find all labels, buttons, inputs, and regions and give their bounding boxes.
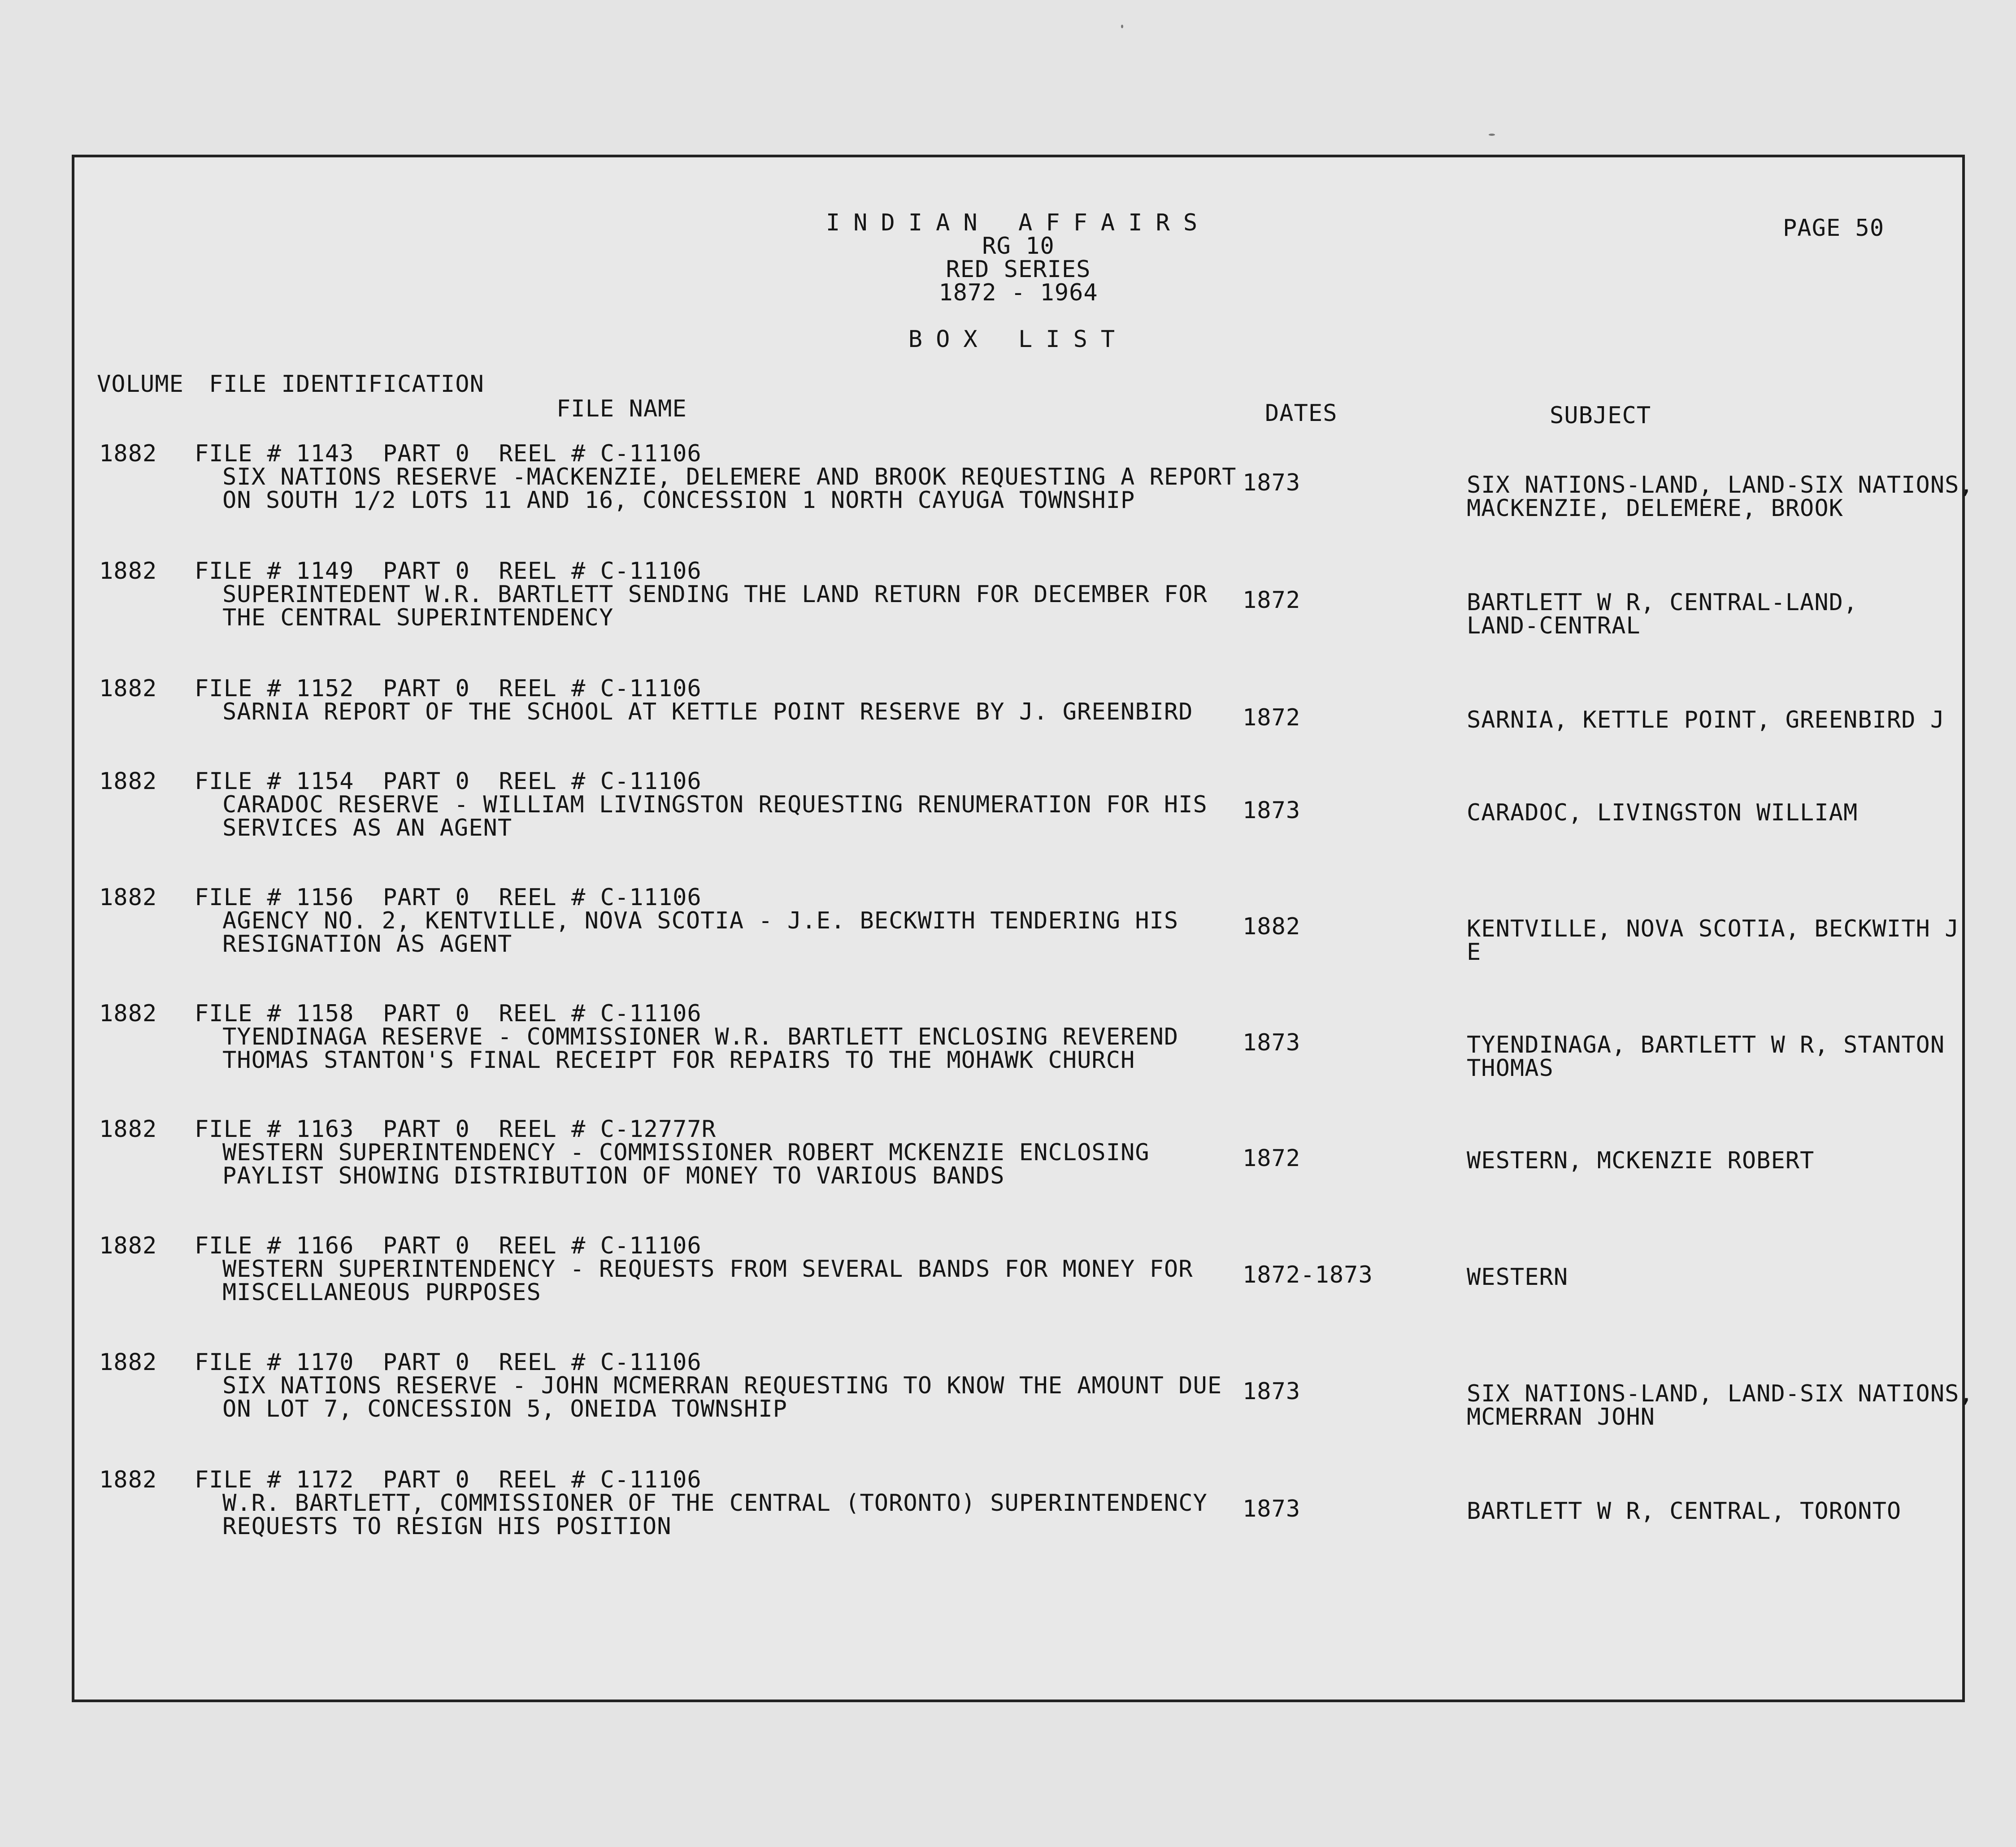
entry-subject-line: SIX NATIONS-LAND, LAND-SIX NATIONS, — [1467, 1380, 1974, 1407]
entry-file-name-line: AGENCY NO. 2, KENTVILLE, NOVA SCOTIA - J.E. BECKWITH TENDERING HIS — [222, 907, 1179, 934]
entry-dates: 1882 — [1243, 913, 1301, 940]
series-name: RED SERIES — [946, 256, 1091, 283]
volume-column-header: VOLUME — [97, 371, 184, 398]
box-list-entry — [74, 886, 1962, 976]
box-list-entry — [74, 1234, 1962, 1324]
entry-file-name-line: RESIGNATION AS AGENT — [222, 931, 513, 958]
entry-volume: 1882 — [99, 884, 157, 911]
entry-file-name-line: WESTERN SUPERINTENDENCY - COMMISSIONER ROBERT MCKENZIE ENCLOSING — [222, 1139, 1150, 1166]
entry-volume: 1882 — [99, 1000, 157, 1027]
entry-file-identification: FILE # 1149 PART 0 REEL # C-11106 — [195, 558, 702, 585]
entry-volume: 1882 — [99, 1466, 157, 1493]
entry-file-name-line: REQUESTS TO RESIGN HIS POSITION — [222, 1513, 672, 1540]
entry-file-identification: FILE # 1152 PART 0 REEL # C-11106 — [195, 675, 702, 702]
entry-file-identification: FILE # 1154 PART 0 REEL # C-11106 — [195, 768, 702, 795]
entry-dates: 1872-1873 — [1243, 1262, 1373, 1288]
entry-dates: 1872 — [1243, 1145, 1301, 1172]
entry-subject-line: KENTVILLE, NOVA SCOTIA, BECKWITH J — [1467, 915, 1960, 942]
box-list-entry — [74, 1118, 1962, 1207]
entry-file-identification: FILE # 1166 PART 0 REEL # C-11106 — [195, 1232, 702, 1259]
entry-subject-line: SARNIA, KETTLE POINT, GREENBIRD J — [1467, 707, 1945, 733]
file-identification-column-header: FILE IDENTIFICATION — [209, 371, 484, 398]
entry-file-name-line: ON LOT 7, CONCESSION 5, ONEIDA TOWNSHIP — [222, 1396, 787, 1422]
entry-subject-line: MACKENZIE, DELEMERE, BROOK — [1467, 495, 1843, 522]
entry-subject-line: LAND-CENTRAL — [1467, 612, 1641, 639]
box-list-entry — [74, 440, 1974, 532]
file-name-column-header: FILE NAME — [556, 395, 687, 422]
document-frame — [72, 155, 1974, 1702]
entry-file-name-line: SIX NATIONS RESERVE - JOHN MCMERRAN REQUESTING TO KNOW THE AMOUNT DUE — [222, 1372, 1222, 1399]
document-title: INDIAN AFFAIRS — [826, 209, 1211, 236]
box-list-entry — [74, 559, 1962, 649]
subject-column-header: SUBJECT — [1550, 402, 1651, 429]
entry-file-name-line: SARNIA REPORT OF THE SCHOOL AT KETTLE POINT RESERVE BY J. GREENBIRD — [222, 698, 1193, 725]
entry-volume: 1882 — [99, 558, 157, 585]
entry-subject-line: MCMERRAN JOHN — [1467, 1404, 1655, 1431]
entry-file-name-line: SIX NATIONS RESERVE -MACKENZIE, DELEMERE AND BROOK REQUESTING A REPORT — [222, 464, 1237, 490]
entry-file-identification: FILE # 1156 PART 0 REEL # C-11106 — [195, 884, 702, 911]
entry-volume: 1882 — [99, 1116, 157, 1143]
dates-column-header: DATES — [1265, 400, 1338, 427]
entry-dates: 1873 — [1243, 1378, 1301, 1405]
box-list-entry — [74, 1349, 1974, 1440]
entry-subject-line: CARADOC, LIVINGSTON WILLIAM — [1467, 799, 1858, 826]
box-list-entry — [74, 1002, 1962, 1092]
entry-file-name-line: SUPERINTEDENT W.R. BARTLETT SENDING THE LAND RETURN FOR DECEMBER FOR — [222, 581, 1208, 608]
scan-speck — [1489, 134, 1495, 136]
entry-file-name-line: TYENDINAGA RESERVE - COMMISSIONER W.R. BARTLETT ENCLOSING REVEREND — [222, 1023, 1179, 1050]
entry-file-identification: FILE # 1172 PART 0 REEL # C-11106 — [195, 1466, 702, 1493]
entry-file-name-line: CARADOC RESERVE - WILLIAM LIVINGSTON REQUESTING RENUMERATION FOR HIS — [222, 791, 1208, 818]
entry-file-name-line: W.R. BARTLETT, COMMISSIONER OF THE CENTRAL (TORONTO) SUPERINTENDENCY — [222, 1490, 1208, 1517]
entry-subject-line: TYENDINAGA, BARTLETT W R, STANTON — [1467, 1032, 1945, 1058]
entry-dates: 1873 — [1243, 469, 1301, 496]
entry-file-identification: FILE # 1170 PART 0 REEL # C-11106 — [195, 1349, 702, 1376]
page-number: PAGE 50 — [1783, 215, 1885, 242]
entry-subject-line: BARTLETT W R, CENTRAL-LAND, — [1467, 589, 1858, 616]
entry-dates: 1873 — [1243, 1029, 1301, 1056]
entry-volume: 1882 — [99, 1349, 157, 1376]
scan-speck — [1121, 25, 1123, 28]
entry-dates: 1873 — [1243, 797, 1301, 824]
entry-subject-line: WESTERN, MCKENZIE ROBERT — [1467, 1147, 1815, 1174]
box-list-entry — [74, 770, 1962, 859]
entry-subject-line: E — [1467, 939, 1482, 966]
entry-file-name-line: ON SOUTH 1/2 LOTS 11 AND 16, CONCESSION 1 NORTH CAYUGA TOWNSHIP — [222, 487, 1135, 514]
entry-subject-line: WESTERN — [1467, 1264, 1568, 1291]
entry-volume: 1882 — [99, 675, 157, 702]
box-list-entry — [74, 677, 1962, 767]
record-group: RG 10 — [982, 233, 1055, 260]
list-type: BOX LIST — [908, 326, 1129, 353]
entry-volume: 1882 — [99, 440, 157, 467]
entry-file-name-line: PAYLIST SHOWING DISTRIBUTION OF MONEY TO VARIOUS BANDS — [222, 1162, 1005, 1189]
entry-dates: 1872 — [1243, 587, 1301, 614]
entry-file-name-line: THOMAS STANTON'S FINAL RECEIPT FOR REPAIRS TO THE MOHAWK CHURCH — [222, 1047, 1135, 1074]
entry-file-name-line: MISCELLANEOUS PURPOSES — [222, 1279, 541, 1306]
entry-subject-line: THOMAS — [1467, 1055, 1554, 1082]
entry-subject-line: SIX NATIONS-LAND, LAND-SIX NATIONS, — [1467, 472, 1974, 499]
year-range: 1872 - 1964 — [938, 279, 1098, 306]
entry-file-name-line: SERVICES AS AN AGENT — [222, 815, 513, 841]
entry-file-name-line: WESTERN SUPERINTENDENCY - REQUESTS FROM SEVERAL BANDS FOR MONEY FOR — [222, 1256, 1193, 1283]
entry-volume: 1882 — [99, 768, 157, 795]
entry-file-identification: FILE # 1158 PART 0 REEL # C-11106 — [195, 1000, 702, 1027]
box-list-entry — [74, 1468, 1962, 1558]
entry-volume: 1882 — [99, 1232, 157, 1259]
entry-dates: 1873 — [1243, 1496, 1301, 1522]
entry-file-identification: FILE # 1163 PART 0 REEL # C-12777R — [195, 1116, 717, 1143]
entry-dates: 1872 — [1243, 704, 1301, 731]
entry-file-name-line: THE CENTRAL SUPERINTENDENCY — [222, 604, 614, 631]
entry-file-identification: FILE # 1143 PART 0 REEL # C-11106 — [195, 440, 702, 467]
entry-subject-line: BARTLETT W R, CENTRAL, TORONTO — [1467, 1498, 1902, 1525]
